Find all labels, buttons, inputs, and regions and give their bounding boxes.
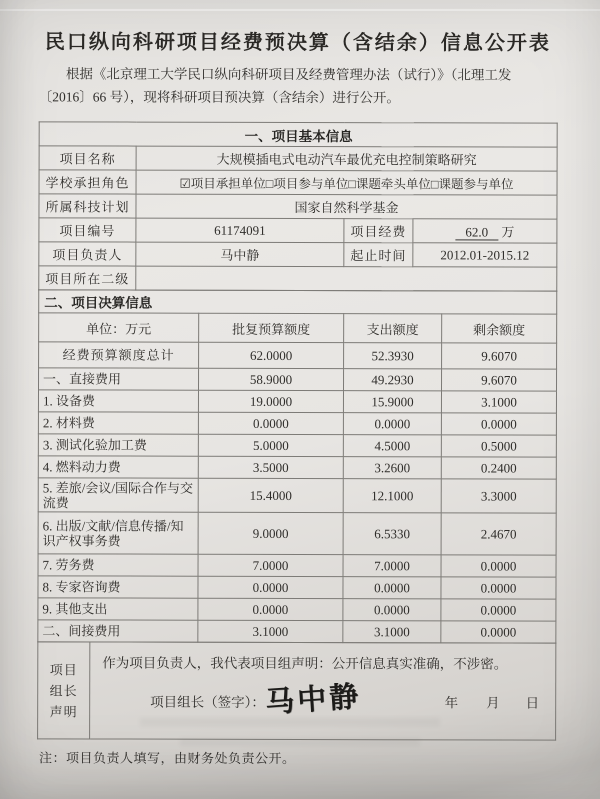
paper-fold-highlight <box>0 9 600 11</box>
row-label: 6. 出版/文献/信息传播/知识产权事务费 <box>38 512 198 554</box>
checkbox-checked-icon: ☑ <box>179 176 191 191</box>
budget-cell: 19.0000 <box>198 390 343 412</box>
spent-cell: 4.5000 <box>343 435 441 457</box>
budget-cell: 9.0000 <box>198 512 343 554</box>
side-label-line: 项目 <box>49 661 78 677</box>
column-header-row <box>39 313 557 343</box>
leader-value: 马中静 <box>136 242 344 267</box>
spent-cell: 6.5330 <box>343 513 441 555</box>
footnote: 注：项目负责人填写，由财务处负责公开。 <box>39 750 296 766</box>
remain-cell: 0.0000 <box>441 599 556 621</box>
column-header: 单位：万元 <box>39 313 199 342</box>
budget-cell: 15.4000 <box>198 478 343 512</box>
remain-cell: 3.3000 <box>441 479 556 513</box>
table-row <box>38 576 556 599</box>
remain-cell: 0.0000 <box>441 555 556 577</box>
remain-cell: 0.5000 <box>441 435 556 457</box>
funding-unit: 万 <box>501 224 515 240</box>
table-row <box>39 170 557 195</box>
checkbox-unchecked-icon: □ <box>265 176 274 191</box>
table-row <box>38 512 556 555</box>
handwritten-signature: 马中静 <box>264 680 363 720</box>
spent-cell: 3.1000 <box>343 621 441 643</box>
field-label: 学校承担角色 <box>39 170 136 194</box>
field-label: 所属科技计划 <box>39 194 136 218</box>
field-label: 项目所在二级 <box>39 266 136 290</box>
budget-cell: 3.1000 <box>198 620 343 642</box>
row-label: 4. 燃料动力费 <box>38 456 198 478</box>
budget-cell: 0.0000 <box>198 598 343 620</box>
remain-cell: 3.1000 <box>441 391 556 413</box>
table-row <box>39 342 557 369</box>
row-label: 9. 其他支出 <box>38 598 198 620</box>
role-option-label: 项目参与单位 <box>273 176 349 191</box>
checkbox-unchecked-icon: □ <box>348 176 356 191</box>
date-month-label: 月 <box>486 695 500 711</box>
budget-cell: 7.0000 <box>198 554 343 576</box>
field-label: 项目经费 <box>344 219 413 243</box>
date-year-label: 年 <box>444 695 459 711</box>
row-label: 2. 材料费 <box>38 412 198 434</box>
section-header-row <box>39 290 557 314</box>
spent-cell: 52.3930 <box>344 343 442 369</box>
role-option <box>348 177 431 191</box>
signature-label: 项目组长（签字）： <box>150 694 265 710</box>
spent-cell: 0.0000 <box>343 599 441 621</box>
decision-info-table <box>37 289 557 643</box>
spent-cell: 7.0000 <box>343 555 441 577</box>
column-header: 批复预算额度 <box>199 313 344 342</box>
spent-cell: 15.9000 <box>343 391 441 413</box>
table-row <box>38 390 556 413</box>
table-row <box>38 456 556 479</box>
remain-cell: 0.2400 <box>441 457 556 479</box>
declaration-side-label <box>38 642 90 739</box>
budget-cell: 62.0000 <box>199 342 344 368</box>
signature-line <box>102 680 545 720</box>
budget-cell: 5.0000 <box>198 434 343 456</box>
table-row <box>39 368 557 391</box>
spent-cell: 0.0000 <box>343 577 441 599</box>
document-title: 民口纵向科研项目经费预决算（含结余）信息公开表 <box>44 31 551 55</box>
paper-showthrough <box>140 712 500 760</box>
remain-cell: 9.6070 <box>441 369 556 391</box>
unit-value <box>136 266 557 291</box>
budget-cell: 0.0000 <box>198 576 343 598</box>
remain-cell: 2.4670 <box>441 513 556 555</box>
paper-document <box>37 13 557 767</box>
section-title: 一、项目基本信息 <box>39 122 557 147</box>
budget-cell: 3.5000 <box>198 456 343 478</box>
row-label: 1. 设备费 <box>38 390 198 412</box>
row-label: 3. 测试化验加工费 <box>38 434 198 456</box>
field-label: 项目编号 <box>39 218 136 242</box>
budget-cell: 58.9000 <box>199 368 344 390</box>
table-row <box>38 598 556 621</box>
role-option <box>266 176 349 190</box>
side-label-line: 组长 <box>49 682 78 698</box>
field-label: 项目负责人 <box>39 242 136 266</box>
intro-line: 根据《北京理工大学民口纵向科研项目及经费管理办法（试行）》（北理工发 <box>65 66 512 83</box>
table-row <box>38 478 556 513</box>
declaration-statement: 作为项目负责人，我代表项目组声明：公开信息真实准确，不涉密。 <box>102 655 508 672</box>
role-options <box>136 170 557 195</box>
intro-line: 〔2016〕66 号），现将科研项目预决算（含结余）进行公开。 <box>38 89 400 106</box>
remain-cell: 9.6070 <box>442 343 557 369</box>
intro-paragraph <box>39 62 557 109</box>
role-option <box>431 177 514 191</box>
section-header-row <box>39 122 557 147</box>
table-row <box>38 620 556 643</box>
role-option-label: 课题参与单位 <box>438 176 514 192</box>
row-label: 7. 劳务费 <box>38 554 198 576</box>
program-value: 国家自然科学基金 <box>136 194 557 219</box>
remain-cell: 0.0000 <box>441 621 556 643</box>
column-header: 支出额度 <box>344 314 442 343</box>
table-row <box>39 146 557 171</box>
row-label: 8. 专家咨询费 <box>38 576 198 598</box>
date-day-label: 日 <box>525 695 540 711</box>
column-header: 剩余额度 <box>442 314 557 343</box>
section-title: 二、项目决算信息 <box>39 290 557 314</box>
remain-cell: 0.0000 <box>441 577 556 599</box>
period-value: 2012.01-2015.12 <box>413 243 557 267</box>
spent-cell: 12.1000 <box>343 479 441 513</box>
table-row <box>39 266 557 291</box>
row-label: 5. 差旅/会议/国际合作与交流费 <box>38 478 198 512</box>
table-row <box>39 194 557 219</box>
field-label: 项目名称 <box>39 146 136 170</box>
row-label: 二、间接费用 <box>38 620 198 642</box>
table-row <box>39 242 557 267</box>
row-label: 一、直接费用 <box>39 368 199 390</box>
basic-info-table <box>38 121 557 291</box>
funding-amount: 62.0 <box>455 224 498 240</box>
project-name-value: 大规模插电式电动汽车最优充电控制策略研究 <box>136 146 557 171</box>
project-no-value: 61174091 <box>136 218 344 243</box>
table-row <box>38 434 556 457</box>
budget-cell: 0.0000 <box>198 412 343 434</box>
role-option-label: 课题牵头单位 <box>355 176 431 191</box>
funding-value <box>413 219 557 243</box>
table-row <box>38 554 556 577</box>
table-row <box>38 412 556 435</box>
row-label: 经费预算额度总计 <box>39 342 199 368</box>
spent-cell: 3.2600 <box>343 457 441 479</box>
remain-cell: 0.0000 <box>441 413 556 435</box>
role-option <box>180 176 266 190</box>
spent-cell: 49.2930 <box>343 369 441 391</box>
side-label-line: 声明 <box>49 703 78 719</box>
table-row <box>39 218 557 243</box>
field-label: 起止时间 <box>344 243 413 267</box>
checkbox-unchecked-icon: □ <box>430 176 439 191</box>
role-option-label: 项目承担单位 <box>190 176 266 191</box>
spent-cell: 0.0000 <box>343 413 441 435</box>
